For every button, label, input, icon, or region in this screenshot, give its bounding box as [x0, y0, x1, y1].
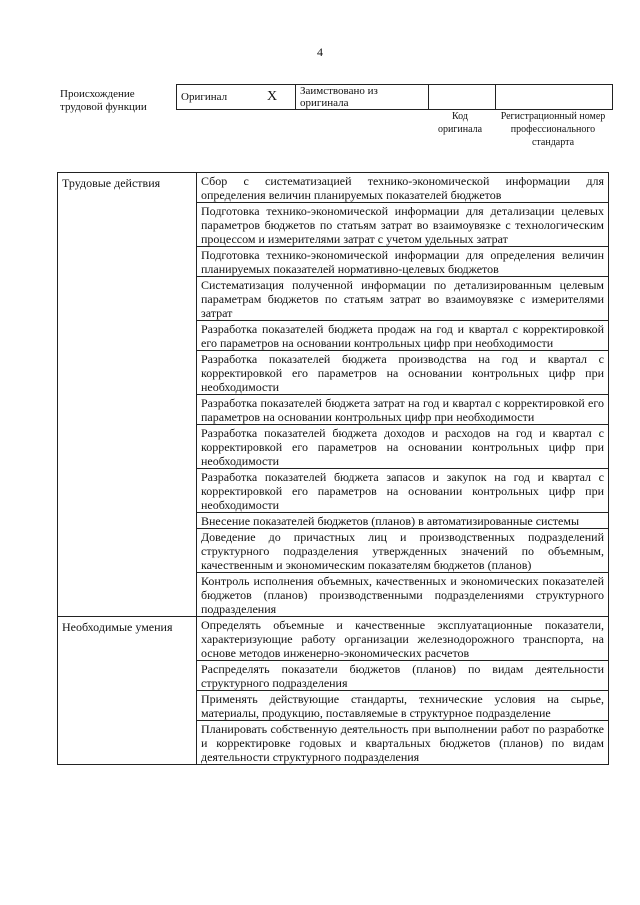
- labor-action-item: Разработка показателей бюджета запасов и закупок на год и квартал с корректировкой его параметров на основании контрольных цифр при необходимости: [197, 469, 609, 513]
- table-row: [58, 617, 609, 661]
- code-caption: Код оригинала: [437, 111, 483, 135]
- labor-action-item: Внесение показателей бюджетов (планов) в автоматизированные системы: [197, 513, 609, 529]
- reg-number-caption: Регистрационный номер профессионального стандарта: [500, 111, 606, 148]
- labor-action-item: Разработка показателей бюджета продаж на год и квартал с корректировкой его параметров на основании контрольных цифр при необходимости: [197, 321, 609, 351]
- origin-code-cell: [429, 85, 496, 110]
- labor-action-item: Доведение до причастных лиц и производственных подразделений структурного подразделения утвержденных значений по объемным, качественным и экономическим показателям бюджетов (планов): [197, 529, 609, 573]
- table-row: [58, 173, 609, 203]
- required-skill-item: Определять объемные и качественные эксплуатационные показатели, характеризующие работу организации железнодорожного транспорта, на основе методов инженерно-экономических расчетов: [197, 617, 609, 661]
- required-skill-item: Планировать собственную деятельность при выполнении работ по разработке и корректировке годовых и квартальных бюджетов (планов) по видам деятельности структурного подразделения: [197, 721, 609, 765]
- labor-action-item: Контроль исполнения объемных, качественных и экономических показателей бюджетов (планов) производственными подразделениями структурного подразделения: [197, 573, 609, 617]
- labor-action-item: Разработка показателей бюджета производства на год и квартал с корректировкой его параметров на основании контрольных цифр при необходимости: [197, 351, 609, 395]
- origin-borrowed-cell: Заимствовано из оригинала: [296, 85, 429, 110]
- origin-table: [176, 84, 613, 110]
- origin-label: Происхождение трудовой функции: [60, 88, 147, 113]
- required-skill-item: Распределять показатели бюджетов (планов) по видам деятельности структурного подразделения: [197, 661, 609, 691]
- section-title: Необходимые умения: [58, 617, 197, 765]
- labor-action-item: Сбор с систематизацией технико-экономической информации для определения величин планируемых показателей бюджетов: [197, 173, 609, 203]
- origin-original-cell: Оригинал: [177, 85, 250, 110]
- labor-action-item: Подготовка технико-экономической информации для детализации целевых параметров бюджетов по статьям затрат во взаимоувязке с технологическим процессом и измерителями затрат с учетом удельных затрат: [197, 203, 609, 247]
- origin-mark: X: [249, 85, 296, 110]
- labor-action-item: Разработка показателей бюджета затрат на год и квартал с корректировкой его параметров на основании контрольных цифр при необходимости: [197, 395, 609, 425]
- section-title: Трудовые действия: [58, 173, 197, 617]
- functions-table: [57, 172, 609, 765]
- labor-action-item: Подготовка технико-экономической информации для определения величин планируемых показателей нормативно-целевых бюджетов: [197, 247, 609, 277]
- required-skill-item: Применять действующие стандарты, технические условия на сырье, материалы, продукцию, поставляемые в структурное подразделение: [197, 691, 609, 721]
- labor-action-item: Разработка показателей бюджета доходов и расходов на год и квартал с корректировкой его параметров на основании контрольных цифр при необходимости: [197, 425, 609, 469]
- origin-reg-cell: [496, 85, 613, 110]
- labor-action-item: Систематизация полученной информации по детализированным целевым параметрам бюджетов по статьям затрат во взаимоувязке с измерителями затрат: [197, 277, 609, 321]
- page-number: 4: [317, 45, 323, 59]
